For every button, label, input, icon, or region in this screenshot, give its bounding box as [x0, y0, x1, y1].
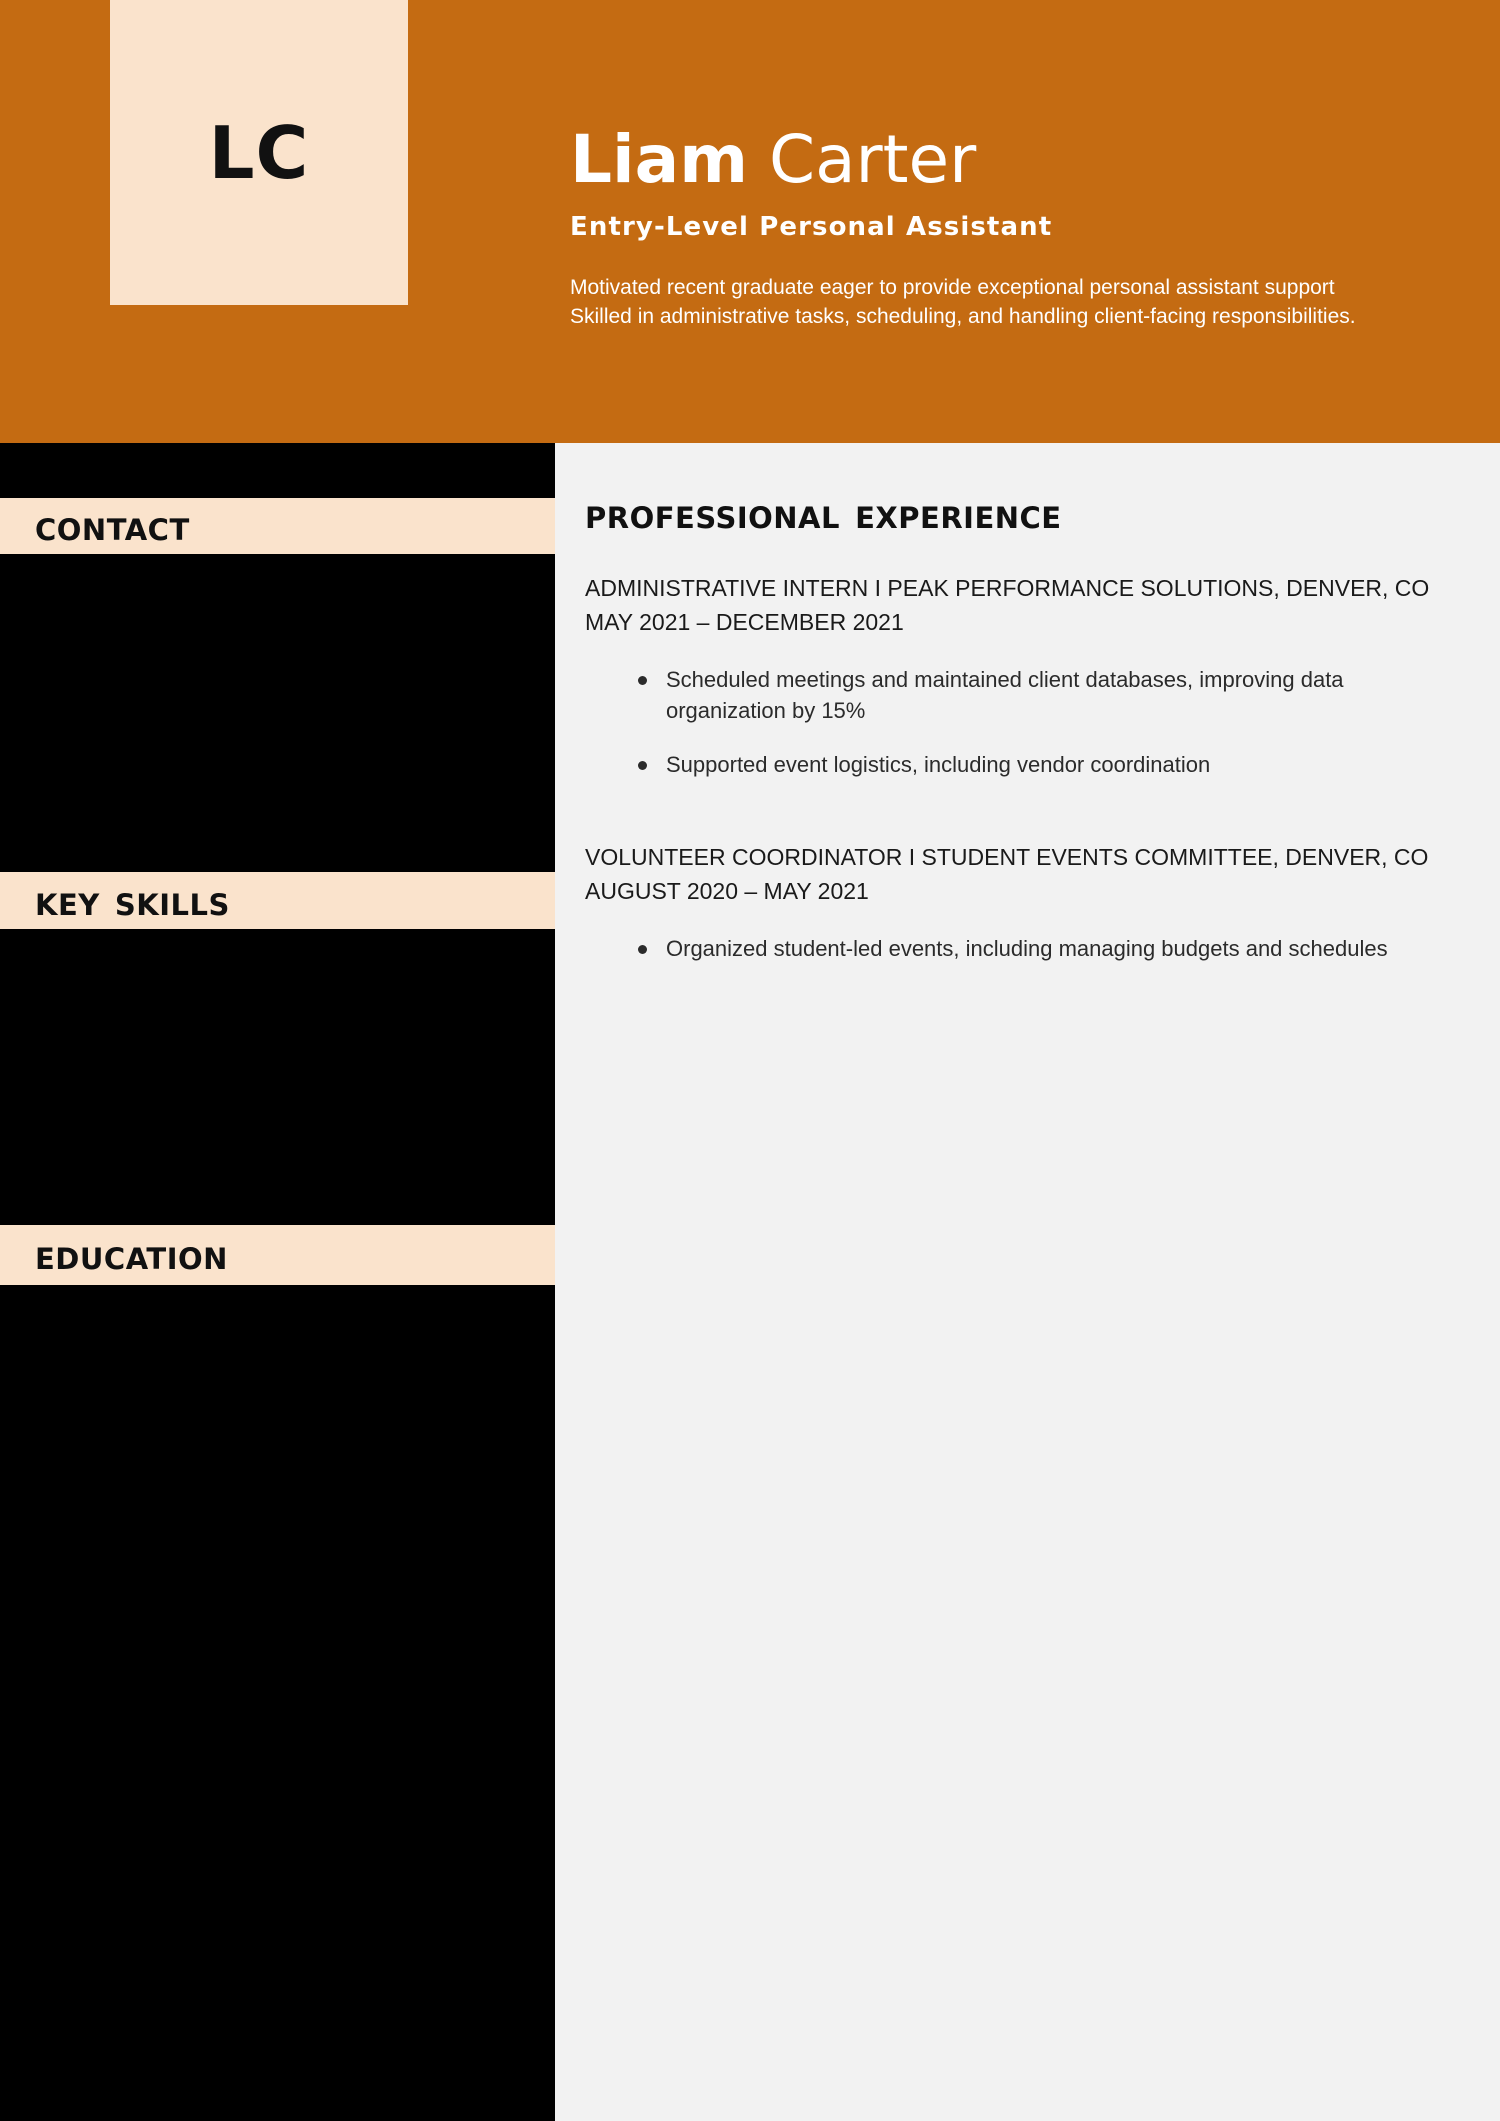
list-item: Supported event logistics, including vendor coordination	[613, 749, 1445, 780]
experience-heading: VOLUNTEER COORDINATOR I STUDENT EVENTS COMMITTEE, DENVER, CO	[585, 843, 1429, 870]
experience-bullet-list	[585, 664, 1445, 780]
sidebar-section-label-key-skills: key skills	[35, 875, 230, 925]
first-name: Liam	[570, 121, 748, 198]
list-item: Organized student-led events, including managing budgets and schedules	[613, 933, 1445, 964]
experience-dates: AUGUST 2020 – MAY 2021	[585, 877, 869, 904]
sidebar-section-label-education: education	[35, 1230, 228, 1279]
monogram-initials: LC	[208, 110, 310, 195]
sidebar-section-label-contact: contact	[35, 501, 190, 550]
sidebar-section-header-education	[0, 1225, 555, 1285]
monogram-badge	[110, 0, 408, 305]
experience-dates: MAY 2021 – DECEMBER 2021	[585, 609, 904, 636]
sidebar-section-header-contact	[0, 498, 555, 554]
job-title: Entry-Level Personal Assistant	[570, 212, 1053, 243]
summary-line-2: Skilled in administrative tasks, scheduling, and handling client-facing responsibilities.	[570, 305, 1356, 329]
last-name: Carter	[768, 121, 977, 198]
sidebar-section-header-key-skills	[0, 872, 555, 929]
experience-bullet-list	[585, 933, 1445, 964]
main-content	[555, 443, 1500, 2121]
section-spacer	[585, 820, 1445, 842]
experience-entry	[585, 842, 1445, 964]
header-text-block	[570, 121, 1470, 332]
resume-header	[0, 0, 1500, 443]
section-title-professional-experience: professional experience	[585, 489, 1062, 538]
page-title	[570, 121, 1470, 198]
sidebar	[0, 443, 555, 2121]
professional-summary	[570, 274, 1470, 332]
summary-line-1: Motivated recent graduate eager to provide exceptional personal assistant support	[570, 276, 1335, 300]
experience-entry	[585, 573, 1445, 780]
list-item: Scheduled meetings and maintained client databases, improving data organization by 15%	[613, 664, 1445, 726]
experience-heading: ADMINISTRATIVE INTERN I PEAK PERFORMANCE SOLUTIONS, DENVER, CO	[585, 575, 1430, 601]
